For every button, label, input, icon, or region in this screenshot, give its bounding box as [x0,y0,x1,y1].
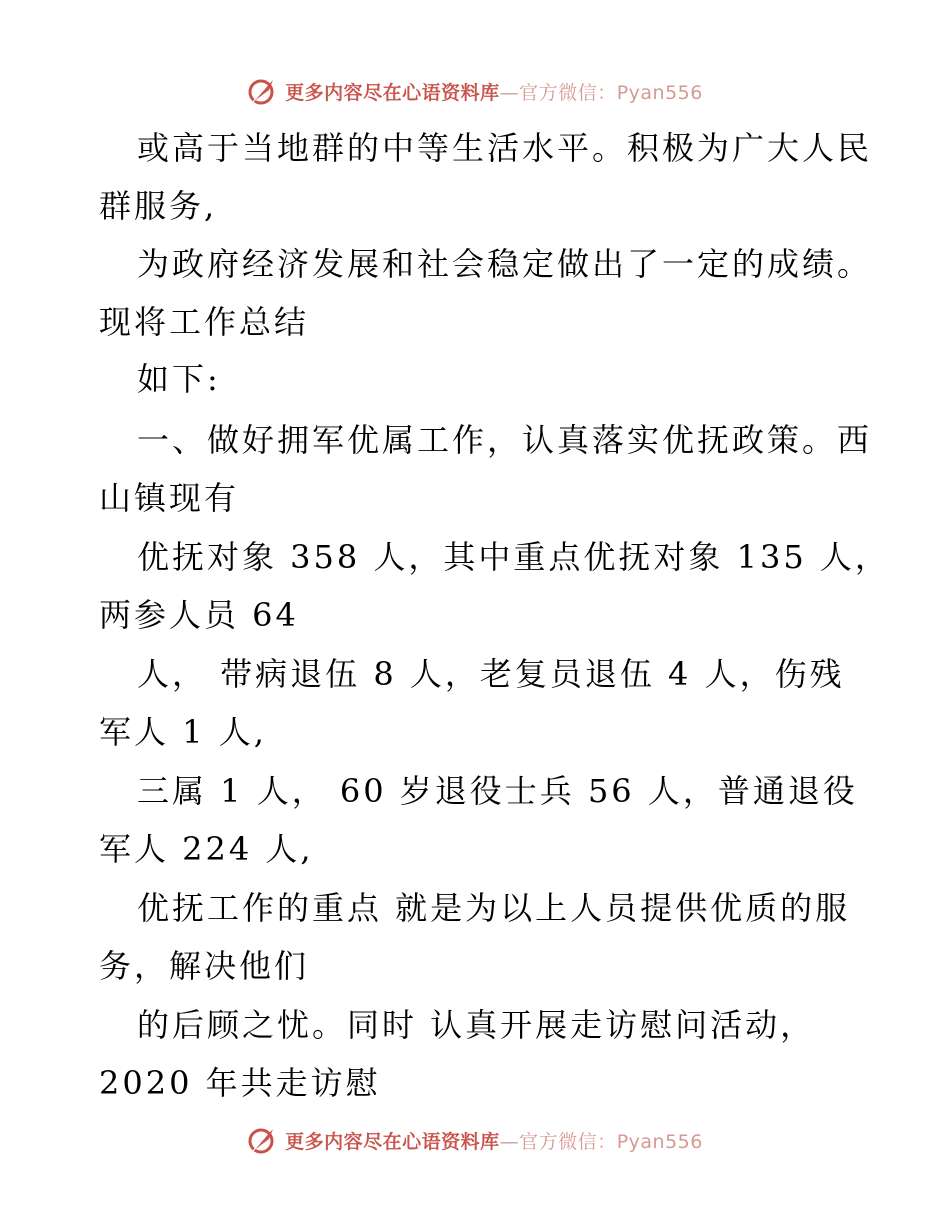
header-banner-text [285,78,703,105]
header-wechat-id: Pyan556 [616,81,703,104]
body-line: 三属 1 人， 60 岁退役士兵 56 人，普通退役 [137,772,858,810]
header-banner [0,71,950,111]
body-line: 群服务, [99,187,218,225]
body-line: 人， 带病退伍 8 人，老复员退伍 4 人，伤残 [137,655,845,693]
quill-pen-logo-icon [247,1125,277,1155]
body-line: 两参人员 64 [99,596,299,634]
body-line: 2020 年共走访慰 [99,1064,381,1102]
footer-banner-text [285,1127,703,1154]
body-line: 一、做好拥军优属工作，认真落实优抚政策。西 [137,421,873,459]
body-line: 务，解决他们 [99,947,310,985]
header-suffix-text: 官方微信： [519,81,617,104]
footer-wechat-id: Pyan556 [616,1130,703,1153]
header-dash: — [499,81,520,104]
footer-brand-text: 更多内容尽在心语资料库 [285,1130,500,1153]
quill-pen-logo-icon [247,76,277,106]
footer-suffix-text: 官方微信： [519,1130,617,1153]
body-line: 优抚工作的重点 就是为以上人员提供优质的服 [137,889,851,927]
header-brand-text: 更多内容尽在心语资料库 [285,81,500,104]
footer-banner [0,1120,950,1160]
body-line: 为政府经济发展和社会稳定做出了一定的成绩。 [137,245,873,283]
body-line: 现将工作总结 [99,303,310,341]
footer-dash: — [499,1130,520,1153]
body-line: 山镇现有 [99,479,240,517]
body-line: 优抚对象 358 人，其中重点优抚对象 135 人， [137,538,890,576]
body-line: 军人 224 人, [99,830,314,868]
body-line: 军人 1 人, [99,713,267,751]
body-line: 的后顾之忧。同时 认真开展走访慰问活动， [137,1006,816,1044]
body-line: 如下: [137,360,221,398]
body-line: 或高于当地群的中等生活水平。积极为广大人民 [137,129,873,167]
